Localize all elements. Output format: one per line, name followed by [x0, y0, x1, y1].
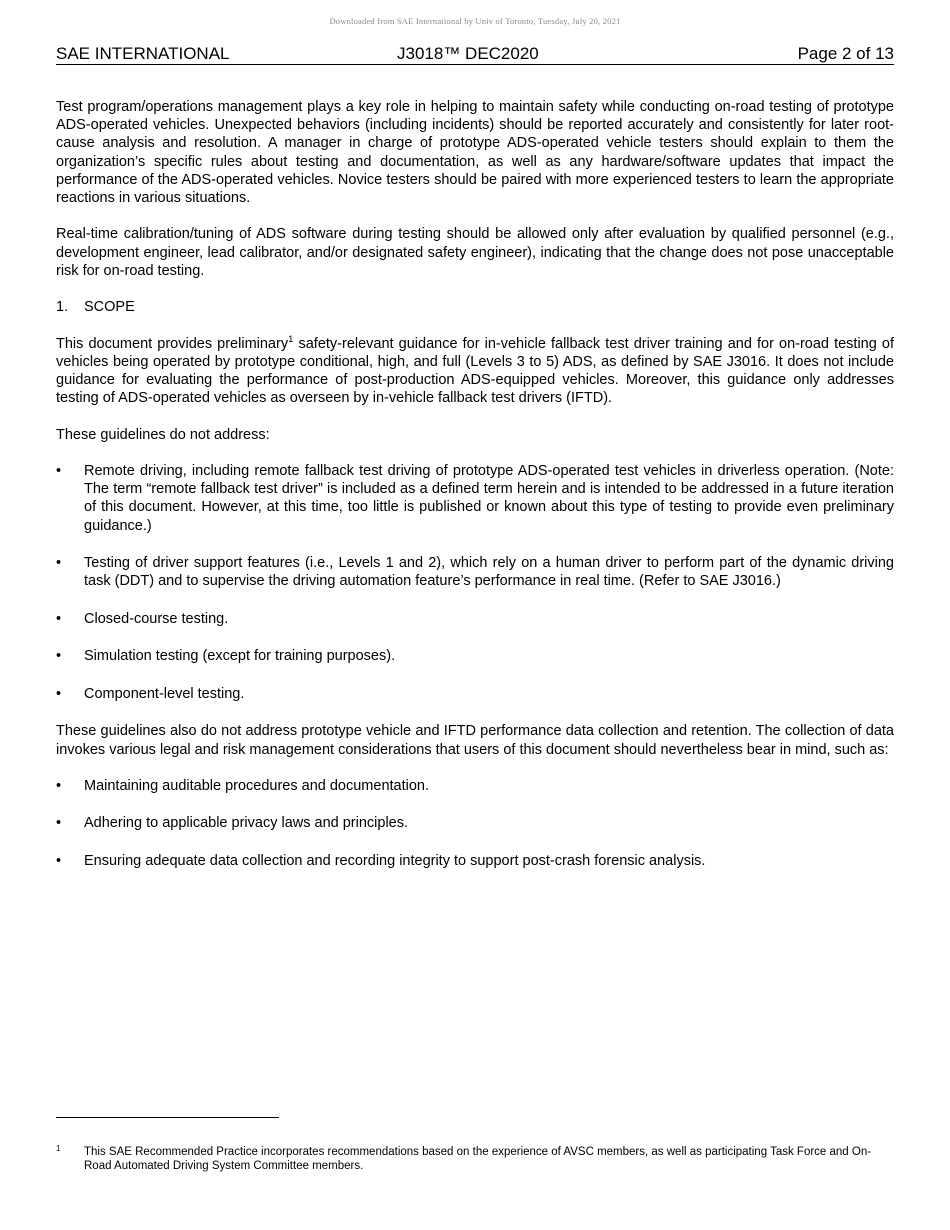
bullet-icon: •: [56, 555, 62, 572]
bullet-icon: •: [56, 815, 62, 832]
paragraph-not-address-lead: These guidelines do not address:: [56, 426, 270, 443]
list-data-considerations: [56, 777, 894, 870]
list-item-text: Ensuring adequate data collection and recording integrity to support post-crash forensic analysis.: [84, 852, 706, 869]
footnote: [56, 1145, 894, 1173]
footnote-reference[interactable]: 1: [288, 333, 294, 345]
list-item-text: Component-level testing.: [84, 685, 245, 702]
list-item: [56, 462, 894, 535]
list-not-addressed: [56, 462, 894, 703]
bullet-icon: •: [56, 852, 62, 869]
list-item: [56, 554, 894, 590]
list-item: [56, 685, 894, 703]
list-item-text: Remote driving, including remote fallback test driving of prototype ADS-operated test vehicles in driverless operation. (Note: The term “remote fallback test driver” is included as a defined term herein and is intended to be addressed in a future iteration of this document. However, at this time, too little is published or known about this type of testing to provide even preliminary guidance.): [84, 462, 894, 534]
paragraph-test-management: Test program/operations management plays a key role in helping to maintain safety while conducting on-road testing of prototype ADS-operated vehicles. Unexpected behaviors (including incidents) should be reported accurately and consistently for later root-cause analysis and resolution. A manager in charge of prototype ADS-operated vehicle testers should explain to them the organization’s specific rules about testing and documentation, as well as any hardware/software updates that impact the performance of the ADS-operated vehicles. Novice testers should be paired with more experienced testers to learn the appropriate reactions in various situations.: [56, 99, 894, 207]
page-header: [56, 44, 894, 65]
section-heading-scope: [56, 298, 894, 316]
paragraph-data-collection: These guidelines also do not address prototype vehicle and IFTD performance data collection and retention. The collection of data invokes various legal and risk management considerations that users of this document should nevertheless bear in mind, such as:: [56, 723, 894, 758]
bullet-icon: •: [56, 685, 62, 702]
list-item: [56, 814, 894, 832]
header-page-number: Page 2 of 13: [797, 44, 894, 63]
bullet-icon: •: [56, 610, 62, 627]
list-item-text: Closed-course testing.: [84, 610, 229, 627]
download-watermark: Downloaded from SAE International by Univ of Toronto, Tuesday, July 20, 2021: [329, 16, 621, 26]
bullet-icon: •: [56, 777, 62, 794]
list-item: [56, 852, 894, 870]
paragraph-scope-intro: [56, 335, 894, 408]
footnote-divider: [56, 1117, 279, 1118]
list-item: [56, 610, 894, 628]
list-item-text: Maintaining auditable procedures and documentation.: [84, 777, 430, 794]
header-org: SAE INTERNATIONAL: [56, 44, 230, 63]
list-item: [56, 647, 894, 665]
scope-intro-text-continued: safety-relevant guidance for in-vehicle fallback test driver training and for on-road testing of vehicles being operated by prototype conditional, high, and full (Levels 3 to 5) ADS, as defined by SAE J3016. It does not include guidance for evaluating the performance of post-production ADS-equipped vehicles. Moreover, this guidance only addresses testing of ADS-operated vehicles as overseen by in-vehicle fallback test drivers (IFTD).: [56, 335, 894, 407]
header-doc-id: J3018™ DEC2020: [397, 44, 539, 63]
page-body: [56, 98, 894, 889]
footnote-number: 1: [56, 1144, 61, 1153]
list-item-text: Adhering to applicable privacy laws and principles.: [84, 815, 409, 832]
list-item-text: Testing of driver support features (i.e., Levels 1 and 2), which rely on a human driver to perform part of the dynamic driving task (DDT) and to supervise the driving automation feature’s performance in real time. (Refer to SAE J3016.): [84, 555, 894, 590]
list-item: [56, 777, 894, 795]
bullet-icon: •: [56, 648, 62, 665]
bullet-icon: •: [56, 462, 62, 479]
footnote-text: This SAE Recommended Practice incorporates recommendations based on the experience of AVSC members, as well as participating Task Force and On-Road Automated Driving System Committee members.: [84, 1146, 872, 1173]
section-number: 1.: [56, 299, 69, 316]
section-title: SCOPE: [84, 299, 135, 316]
list-item-text: Simulation testing (except for training purposes).: [84, 648, 396, 665]
scope-intro-text: This document provides preliminary: [56, 335, 289, 352]
paragraph-calibration: Real-time calibration/tuning of ADS software during testing should be allowed only after evaluation by qualified personnel (e.g., development engineer, lead calibrator, and/or designated safety engineer), indicating that the change does not pose unacceptable risk for on-road testing.: [56, 226, 894, 279]
